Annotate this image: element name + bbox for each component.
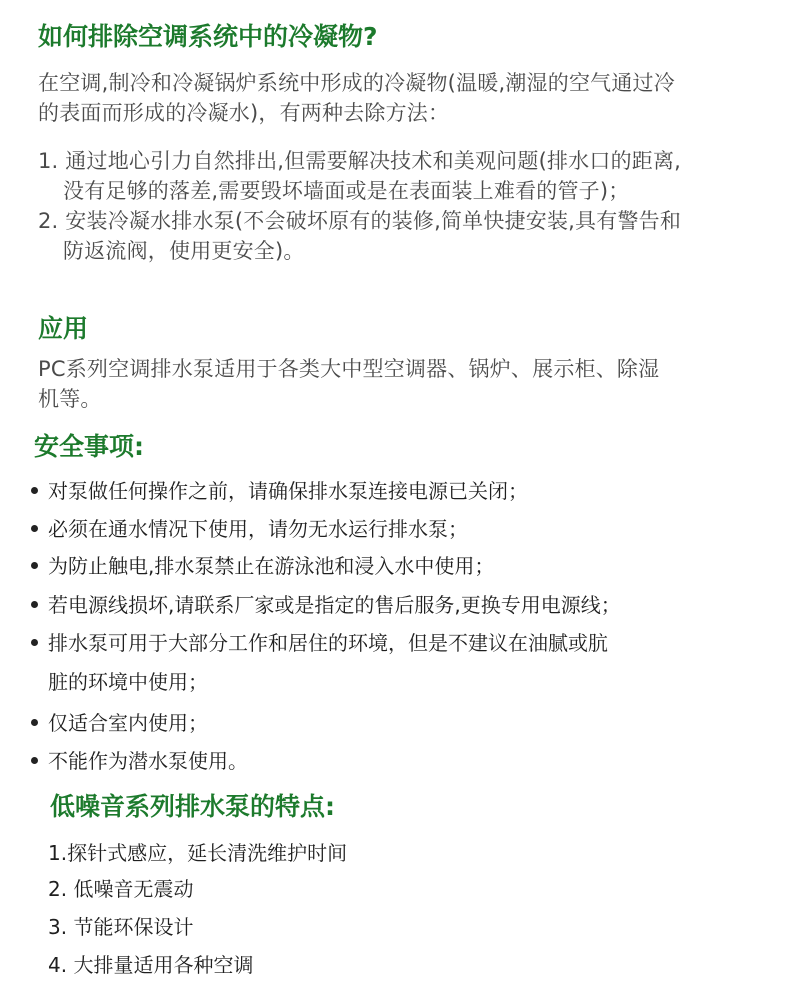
- intro-text-line-2: 的表面而形成的冷凝水)，有两种去除方法：: [38, 101, 450, 125]
- method-item-2-line-2: 防返流阀，使用更安全)。: [63, 239, 305, 263]
- bullet-dot: [31, 757, 38, 764]
- feature-item-1: 1.探针式感应，延长清洗维护时间: [48, 841, 348, 865]
- safety-item-3: 为防止触电,排水泵禁止在游泳池和浸入水中使用；: [48, 554, 495, 578]
- bullet-dot: [31, 639, 38, 646]
- intro-text-line-1: 在空调,制冷和冷凝锅炉系统中形成的冷凝物(温暖,潮湿的空气通过冷: [38, 71, 675, 95]
- application-text-line-1: PC系列空调排水泵适用于各类大中型空调器、锅炉、展示柜、除湿: [38, 357, 660, 381]
- feature-item-4: 4. 大排量适用各种空调: [48, 953, 254, 977]
- safety-item-1: 对泵做任何操作之前，请确保排水泵连接电源已关闭；: [48, 479, 528, 503]
- method-item-1-line-2: 没有足够的落差,需要毁坏墙面或是在表面装上难看的管子)；: [63, 179, 630, 203]
- feature-item-3: 3. 节能环保设计: [48, 915, 194, 939]
- bullet-dot: [31, 487, 38, 494]
- bullet-dot: [31, 525, 38, 532]
- safety-item-5-line-1: 排水泵可用于大部分工作和居住的环境，但是不建议在油腻或肮: [48, 631, 608, 655]
- section-title-features: 低噪音系列排水泵的特点:: [50, 792, 335, 821]
- safety-item-7: 不能作为潜水泵使用。: [48, 749, 248, 773]
- safety-item-4: 若电源线损坏,请联系厂家或是指定的售后服务,更换专用电源线；: [48, 593, 621, 617]
- bullet-dot: [31, 562, 38, 569]
- safety-item-2: 必须在通水情况下使用，请勿无水运行排水泵；: [48, 517, 468, 541]
- safety-item-5-line-2: 脏的环境中使用；: [48, 670, 208, 694]
- method-item-1-line-1: 1. 通过地心引力自然排出,但需要解决技术和美观问题(排水口的距离,: [38, 149, 682, 173]
- bullet-dot: [31, 719, 38, 726]
- method-item-2-line-1: 2. 安装冷凝水排水泵(不会破坏原有的装修,简单快捷安装,具有警告和: [38, 209, 682, 233]
- section-title-application: 应用: [38, 314, 89, 343]
- section-title-safety: 安全事项:: [34, 432, 144, 461]
- bullet-dot: [31, 601, 38, 608]
- application-text-line-2: 机等。: [38, 387, 102, 411]
- safety-item-6: 仅适合室内使用；: [48, 711, 208, 735]
- feature-item-2: 2. 低噪音无震动: [48, 877, 194, 901]
- section-title-condensate: 如何排除空调系统中的冷凝物?: [38, 22, 378, 51]
